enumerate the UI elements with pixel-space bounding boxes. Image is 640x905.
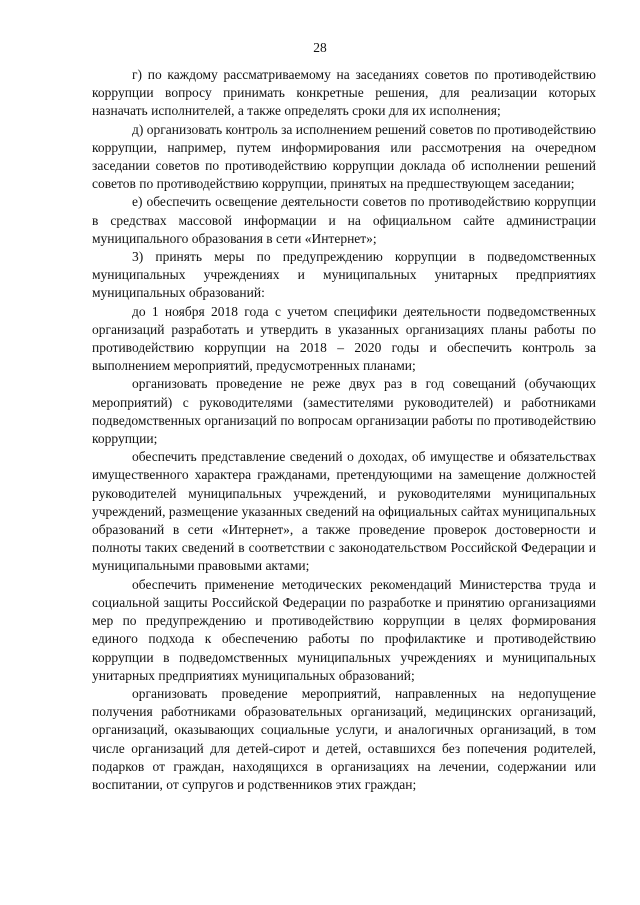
paragraph-item-d: д) организовать контроль за исполнением решений советов по противодействию коррупции, например, путем информирования или рассмотрения на очередном заседании советов по противодействию коррупции доклада об исполнении решений советов по противодействию коррупции, принятых на предшествующем заседании; — [92, 121, 596, 192]
paragraph-meetings: организовать проведение не реже двух раз в год совещаний (обучающих мероприятий) с руководителями (заместителями руководителей) и работниками подведомственных организаций по вопросам организации работы по противодействию коррупции; — [92, 376, 596, 447]
document-body — [92, 66, 596, 794]
paragraph-item-e: е) обеспечить освещение деятельности советов по противодействию коррупции в средствах массовой информации и на официальном сайте администрации муниципального образования в сети «Интернет»; — [92, 194, 596, 246]
paragraph-gifts-prevention: организовать проведение мероприятий, направленных на недопущение получения работниками образовательных организаций, медицинских организаций, организаций, оказывающих социальные услуги, и аналогичных организаций, в том числе организаций для детей-сирот и детей, оставшихся без попечения родителей, подарков от граждан, находящихся в организациях на лечении, содержании или воспитании, от супругов и родственников этих граждан; — [92, 685, 596, 792]
page-number: 28 — [313, 40, 327, 55]
paragraph-income-declarations: обеспечить представление сведений о доходах, об имуществе и обязательствах имущественного характера гражданами, претендующими на замещение должностей руководителей муниципальных учреждений, и руководителями муниципальных учреждений, размещение указанных сведений на официальных сайтах муниципальных образований в сети «Интернет», а также проведение проверок достоверности и полноты таких сведений в соответствии с законодательством Российской Федерации и муниципальными правовыми актами; — [92, 449, 596, 574]
paragraph-methodical-recommendations: обеспечить применение методических рекомендаций Министерства труда и социальной защиты Российской Федерации по разработке и принятию организациями мер по предупреждению и противодействию коррупции в целях формирования единого подхода к обеспечению работы по профилактике и противодействию коррупции в подведомственных муниципальных учреждениях и муниципальных унитарных предприятиях муниципальных образований; — [92, 576, 596, 683]
paragraph-plans-deadline: до 1 ноября 2018 года с учетом специфики деятельности подведомственных организаций разработать и утвердить в указанных организациях планы работы по противодействию коррупции на 2018 – 2020 годы и обеспечить контроль за выполнением мероприятий, предусмотренных планами; — [92, 303, 596, 374]
paragraph-item-g: г) по каждому рассматриваемому на заседаниях советов по противодействию коррупции вопросу принимать конкретные решения, для реализации которых назначать исполнителей, а также определять сроки для их исполнения; — [92, 67, 596, 119]
paragraph-item-3: 3) принять меры по предупреждению коррупции в подведомственных муниципальных учреждениях и муниципальных унитарных предприятиях муниципальных образований: — [92, 249, 596, 301]
